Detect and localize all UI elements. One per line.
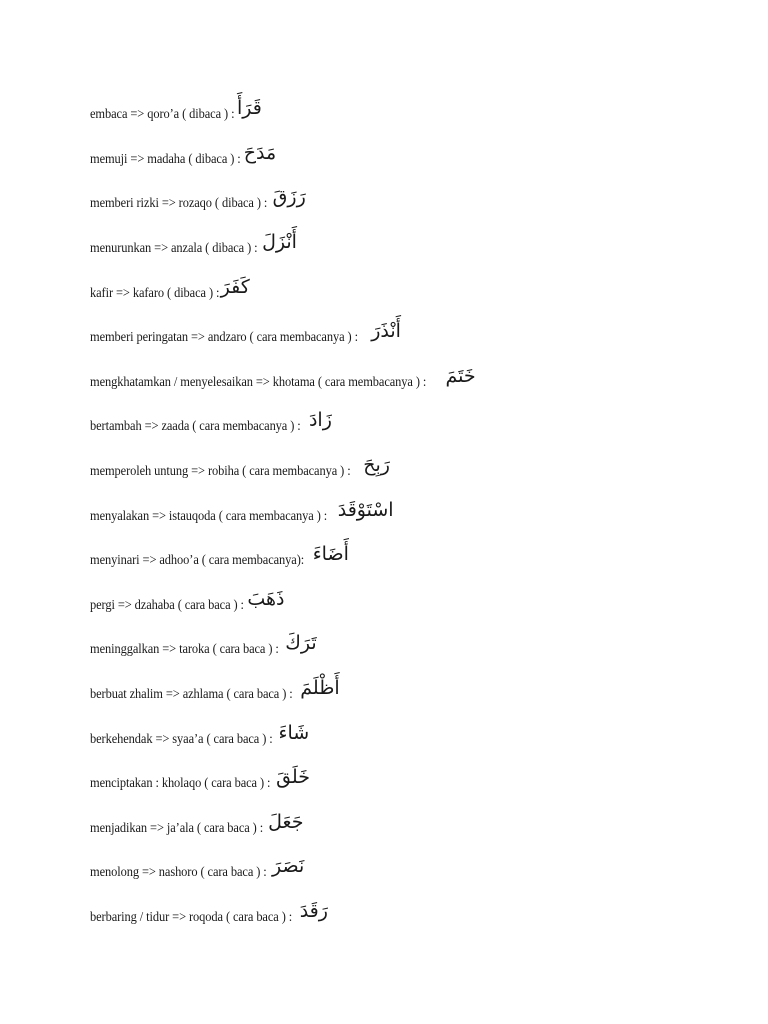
- entry-text: kafir => kafaro ( dibaca ) :: [90, 284, 220, 300]
- list-item: [90, 181, 730, 226]
- arabic-word: أَظْلَمَ: [300, 677, 340, 700]
- list-item: [90, 315, 730, 360]
- arabic-word: خَلَقَ: [276, 766, 310, 789]
- entry-text: berbuat zhalim => azhlama ( cara baca ) :: [90, 686, 293, 702]
- arabic-word: اسْتَوْقَدَ: [337, 498, 394, 521]
- entry-text: meninggalkan => taroka ( cara baca ) :: [90, 641, 279, 657]
- entry-text: menjadikan => ja’ala ( cara baca ) :: [90, 819, 264, 835]
- entry-text: memperoleh untung => robiha ( cara membacanya ) :: [90, 463, 351, 479]
- list-item: [90, 716, 730, 761]
- entry-text: memuji => madaha ( dibaca ) :: [90, 150, 241, 166]
- arabic-word: كَفَرَ: [220, 275, 250, 298]
- arabic-word: جَعَلَ: [268, 810, 304, 833]
- entry-text: berkehendak => syaa’a ( cara baca ) :: [90, 730, 273, 746]
- list-item: [90, 226, 730, 271]
- entry-text: pergi => dzahaba ( cara baca ) :: [90, 596, 244, 612]
- entry-text: menciptakan : kholaqo ( cara baca ) :: [90, 775, 271, 791]
- entry-text: embaca => qoro’a ( dibaca ) :: [90, 106, 235, 122]
- list-item: [90, 137, 730, 182]
- arabic-word: زَادَ: [308, 409, 332, 432]
- list-item: [90, 404, 730, 449]
- arabic-word: خَتَمَ: [445, 364, 476, 387]
- list-item: [90, 270, 730, 315]
- arabic-word: شَاءَ: [278, 721, 310, 744]
- arabic-word: تَرَكَ: [285, 632, 317, 655]
- list-item: [90, 360, 730, 405]
- list-item: [90, 806, 730, 851]
- list-item: [90, 761, 730, 806]
- arabic-word: ذَهَبَ: [247, 587, 285, 610]
- list-item: [90, 627, 730, 672]
- list-item: [90, 895, 730, 940]
- arabic-word: رَقَدَ: [299, 899, 328, 922]
- entry-text: menolong => nashoro ( cara baca ) :: [90, 864, 267, 880]
- entry-text: menyalakan => istauqoda ( cara membacanya ) :: [90, 507, 328, 523]
- entry-text: memberi rizki => rozaqo ( dibaca ) :: [90, 195, 268, 211]
- list-item: [90, 538, 730, 583]
- arabic-word: قَرَأَ: [237, 97, 262, 120]
- entry-text: menurunkan => anzala ( dibaca ) :: [90, 240, 258, 256]
- entry-text: bertambah => zaada ( cara membacanya ) :: [90, 418, 301, 434]
- entry-text: memberi peringatan => andzaro ( cara membacanya ) :: [90, 329, 358, 345]
- arabic-word: رَزَقَ: [272, 186, 306, 209]
- arabic-word: أَضَاءَ: [312, 543, 349, 566]
- arabic-word: أَنْزَلَ: [262, 231, 297, 254]
- entry-text: mengkhatamkan / menyelesaikan => khotama ( cara membacanya ) :: [90, 373, 427, 389]
- list-item: [90, 92, 730, 137]
- entry-text: berbaring / tidur => roqoda ( cara baca ) :: [90, 908, 293, 924]
- list-item: [90, 449, 730, 494]
- vocabulary-list: [90, 92, 730, 939]
- list-item: [90, 672, 730, 717]
- arabic-word: رَبِحَ: [363, 454, 390, 477]
- arabic-word: مَدَحَ: [243, 141, 277, 164]
- list-item: [90, 850, 730, 895]
- entry-text: menyinari => adhoo’a ( cara membacanya):: [90, 552, 305, 568]
- list-item: [90, 493, 730, 538]
- list-item: [90, 583, 730, 628]
- arabic-word: نَصَرَ: [272, 855, 305, 878]
- arabic-word: أَنْذَرَ: [371, 320, 401, 343]
